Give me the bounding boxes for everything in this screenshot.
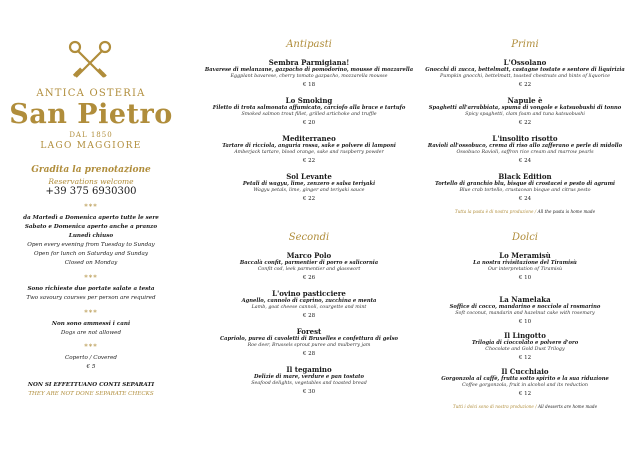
item-desc: Tortello di granchio blu, bisque di crostacei e pesto di agrumi bbox=[434, 181, 616, 187]
crossed-keys-icon bbox=[64, 39, 116, 81]
item-desc-en: Soft coconut, mandarin and hazelnut cake with rosemary bbox=[455, 311, 595, 316]
item-desc: Baccalà confit, parmentier di porro e salicornia bbox=[239, 260, 379, 266]
hours-en-2: Open for lunch on Saturday and Sunday bbox=[34, 251, 148, 257]
item-name: Marco Polo bbox=[286, 251, 332, 260]
item-desc-en: Lamb, goat cheese cannoli, courgette and mint bbox=[251, 305, 367, 310]
reservation-title: Gradita la prenotazione bbox=[31, 165, 151, 175]
menu-item bbox=[420, 367, 630, 398]
item-price: € 22 bbox=[518, 119, 532, 126]
item-desc-en: Amberjack tartare, blood orange, sake and raspberry powder bbox=[234, 150, 384, 155]
menu-item bbox=[420, 251, 630, 282]
item-desc: Spaghetti all'arrabbiata, spuma di vongole e katsuobushi di tonno bbox=[428, 105, 622, 111]
item-desc: Ravioli all'ossobuco, crema di riso allo zafferano e perle di midollo bbox=[427, 143, 623, 149]
menu-item bbox=[198, 172, 420, 203]
dogs-rule bbox=[0, 320, 182, 338]
dessert-note-en: All desserts are home made bbox=[538, 404, 598, 409]
menu-item bbox=[420, 58, 630, 89]
menu-item bbox=[198, 251, 420, 282]
item-price: € 12 bbox=[518, 354, 532, 361]
item-price: € 24 bbox=[518, 195, 532, 202]
brand-line1: ANTICA OSTERIA bbox=[36, 88, 146, 99]
item-desc-en: Confit cod, leek parmentier and glasswort bbox=[257, 267, 361, 272]
menu-item bbox=[198, 134, 420, 165]
bills-it: NON SI EFFETTUANO CONTI SEPARATI bbox=[27, 382, 155, 388]
item-name: Il Lingotto bbox=[504, 331, 546, 340]
item-desc-en: Ossobuco Ravioli, saffron rice cream and marrow pearls bbox=[456, 150, 594, 155]
item-desc-en: Chocolate and Gold Dust Trilogy bbox=[485, 347, 565, 352]
pasta-note-it: Tutta la pasta è di nostra produzione / bbox=[454, 209, 537, 214]
pasta-note-en: All the pasta is home made bbox=[537, 209, 596, 214]
item-price: € 30 bbox=[302, 388, 316, 395]
cover-price: € 5 bbox=[86, 364, 96, 370]
item-name: Il tegamino bbox=[286, 365, 332, 374]
item-price: € 10 bbox=[518, 318, 532, 325]
dessert-note bbox=[420, 404, 630, 409]
item-desc: Soffice di cocco, mandarino e nocciole al rosmarino bbox=[449, 304, 601, 310]
item-desc-en: Pumpkin gnocchi, bettelmatt, toasted chestnuts and hints of liquorice bbox=[440, 74, 610, 79]
item-name: Black Edition bbox=[498, 172, 552, 181]
dogs-en: Dogs are not allowed bbox=[60, 330, 122, 336]
stars-divider: *** bbox=[84, 343, 98, 351]
savory-rule bbox=[0, 285, 182, 303]
item-desc-en: Wagyu petals, lime, ginger and teriyaki sauce bbox=[253, 188, 365, 193]
cover-charge bbox=[0, 354, 182, 372]
menu-item bbox=[198, 365, 420, 396]
item-price: € 28 bbox=[302, 312, 316, 319]
brand-place: LAGO MAGGIORE bbox=[40, 141, 142, 151]
hours-it-2: Sabato e Domenica aperto anche a pranzo bbox=[24, 224, 158, 230]
item-price: € 24 bbox=[518, 157, 532, 164]
dogs-it: Non sono ammessi i cani bbox=[51, 321, 131, 327]
right-column bbox=[420, 0, 630, 452]
item-name: Napule è bbox=[507, 96, 543, 105]
menu-item bbox=[420, 331, 630, 362]
dessert-note-it: Tutti i dolci sono di nostra produzione / bbox=[452, 404, 537, 409]
savory-it: Sono richieste due portate salate a testa bbox=[27, 286, 155, 292]
reservation-subtitle: Reservations welcome bbox=[48, 177, 134, 186]
separate-bills-rule bbox=[0, 381, 182, 399]
item-desc: Filetto di trota salmonata affumicato, carciofo alla brace e tartufo bbox=[212, 105, 406, 111]
menu-item bbox=[420, 172, 630, 203]
item-price: € 22 bbox=[302, 157, 316, 164]
item-price: € 18 bbox=[302, 81, 316, 88]
item-price: € 12 bbox=[518, 390, 532, 397]
item-name: Il Cucchiaio bbox=[501, 367, 549, 376]
item-desc-en: Blue crab tortello, crustacean bisque and citrus pesto bbox=[459, 188, 591, 193]
item-desc-en: Roe deer, Brussels sprout puree and mulberry jam bbox=[247, 343, 371, 348]
item-desc-en: Eggplant bavarese, cherry tomato gazpacho, mozzarella mousse bbox=[230, 74, 388, 79]
item-desc: Trilogia di cioccolato e polvere d'oro bbox=[471, 340, 579, 346]
item-name: Mediterraneo bbox=[282, 134, 336, 143]
section-title-antipasti: Antipasti bbox=[286, 39, 332, 50]
section-title-secondi: Secondi bbox=[288, 232, 330, 243]
hours-en-3: Closed on Monday bbox=[64, 260, 118, 266]
item-name: La Namelaka bbox=[499, 295, 551, 304]
item-desc: Gorgonzola al caffè, frutta sotto spirito e la sua riduzione bbox=[441, 376, 609, 382]
item-desc: Gnocchi di zucca, bettelmatt, castagne tostate e sentore di liquirizia bbox=[425, 67, 625, 73]
menu-item bbox=[420, 295, 630, 326]
cover-label: Coperto / Covered bbox=[65, 355, 117, 361]
item-name: Sembra Parmigiana! bbox=[268, 58, 350, 67]
section-title-primi: Primi bbox=[511, 39, 539, 50]
reservation-phone[interactable]: +39 375 6930300 bbox=[45, 186, 137, 197]
item-desc: Tartare di ricciola, anguria rossa, sake e polvere di lamponi bbox=[222, 143, 396, 149]
item-name: Lo Smoking bbox=[285, 96, 333, 105]
item-desc: Bavarese di melanzane, gazpacho di pomodorino, mousse di mozzarella bbox=[204, 67, 414, 73]
item-price: € 26 bbox=[302, 274, 316, 281]
item-name: L'Ossolano bbox=[503, 58, 547, 67]
item-desc: Delizie di mare, verdure e pan tostato bbox=[253, 374, 364, 380]
item-desc: Petali di wagyu, lime, zenzero e salsa teriyaki bbox=[242, 181, 376, 187]
item-price: € 22 bbox=[302, 195, 316, 202]
item-desc: Capriolo, purea di cavoletti di Bruxelles e confettura di gelso bbox=[220, 336, 398, 342]
menu-item bbox=[198, 58, 420, 89]
menu-item bbox=[420, 96, 630, 127]
brand-name: San Pietro bbox=[9, 99, 173, 130]
brand-since: DAL 1850 bbox=[69, 131, 113, 139]
stars-divider: *** bbox=[84, 203, 98, 211]
item-price: € 20 bbox=[302, 119, 316, 126]
menu-item bbox=[198, 96, 420, 127]
item-price: € 22 bbox=[518, 81, 532, 88]
item-name: L'insolito risotto bbox=[492, 134, 558, 143]
item-desc-en: Spicy spaghetti, clam foam and tuna katsuobushi bbox=[465, 112, 585, 117]
menu-item bbox=[198, 327, 420, 358]
savory-en: Two savoury courses per person are required bbox=[26, 295, 156, 301]
menu-item bbox=[420, 134, 630, 165]
item-desc: La nostra rivisitazione del Tiramisù bbox=[473, 260, 577, 266]
hours-it-1: da Martedì a Domenica aperto tutte le sere bbox=[23, 215, 159, 221]
item-name: L'ovino pasticciere bbox=[272, 289, 346, 298]
menu-item bbox=[198, 289, 420, 320]
item-desc-en: Our interpretation of Tiramisù bbox=[487, 267, 563, 272]
item-price: € 10 bbox=[518, 274, 532, 281]
item-name: Forest bbox=[296, 327, 322, 336]
item-price: € 28 bbox=[302, 350, 316, 357]
section-title-dolci: Dolci bbox=[511, 232, 539, 243]
hours-it-3: Lunedì chiuso bbox=[68, 233, 114, 239]
item-desc-en: Coffee gorgonzola, fruit in alcohol and its reduction bbox=[461, 383, 589, 388]
bills-en: THEY ARE NOT DONE SEPARATE CHECKS bbox=[28, 391, 154, 397]
item-name: Lo Meramisù bbox=[499, 251, 551, 260]
pasta-note bbox=[420, 209, 630, 214]
middle-column bbox=[198, 0, 420, 452]
item-name: Sol Levante bbox=[286, 172, 332, 181]
hours-en-1: Open every evening from Tuesday to Sunday bbox=[27, 242, 155, 248]
item-desc-en: Seafood delights, vegetables and toasted bread bbox=[251, 381, 367, 386]
stars-divider: *** bbox=[84, 309, 98, 317]
item-desc-en: Smoked salmon trout fillet, grilled artichoke and truffle bbox=[241, 112, 377, 117]
item-desc: Agnello, cannolo di caprino, zucchina e menta bbox=[241, 298, 377, 304]
opening-hours bbox=[0, 214, 182, 268]
stars-divider: *** bbox=[84, 274, 98, 282]
